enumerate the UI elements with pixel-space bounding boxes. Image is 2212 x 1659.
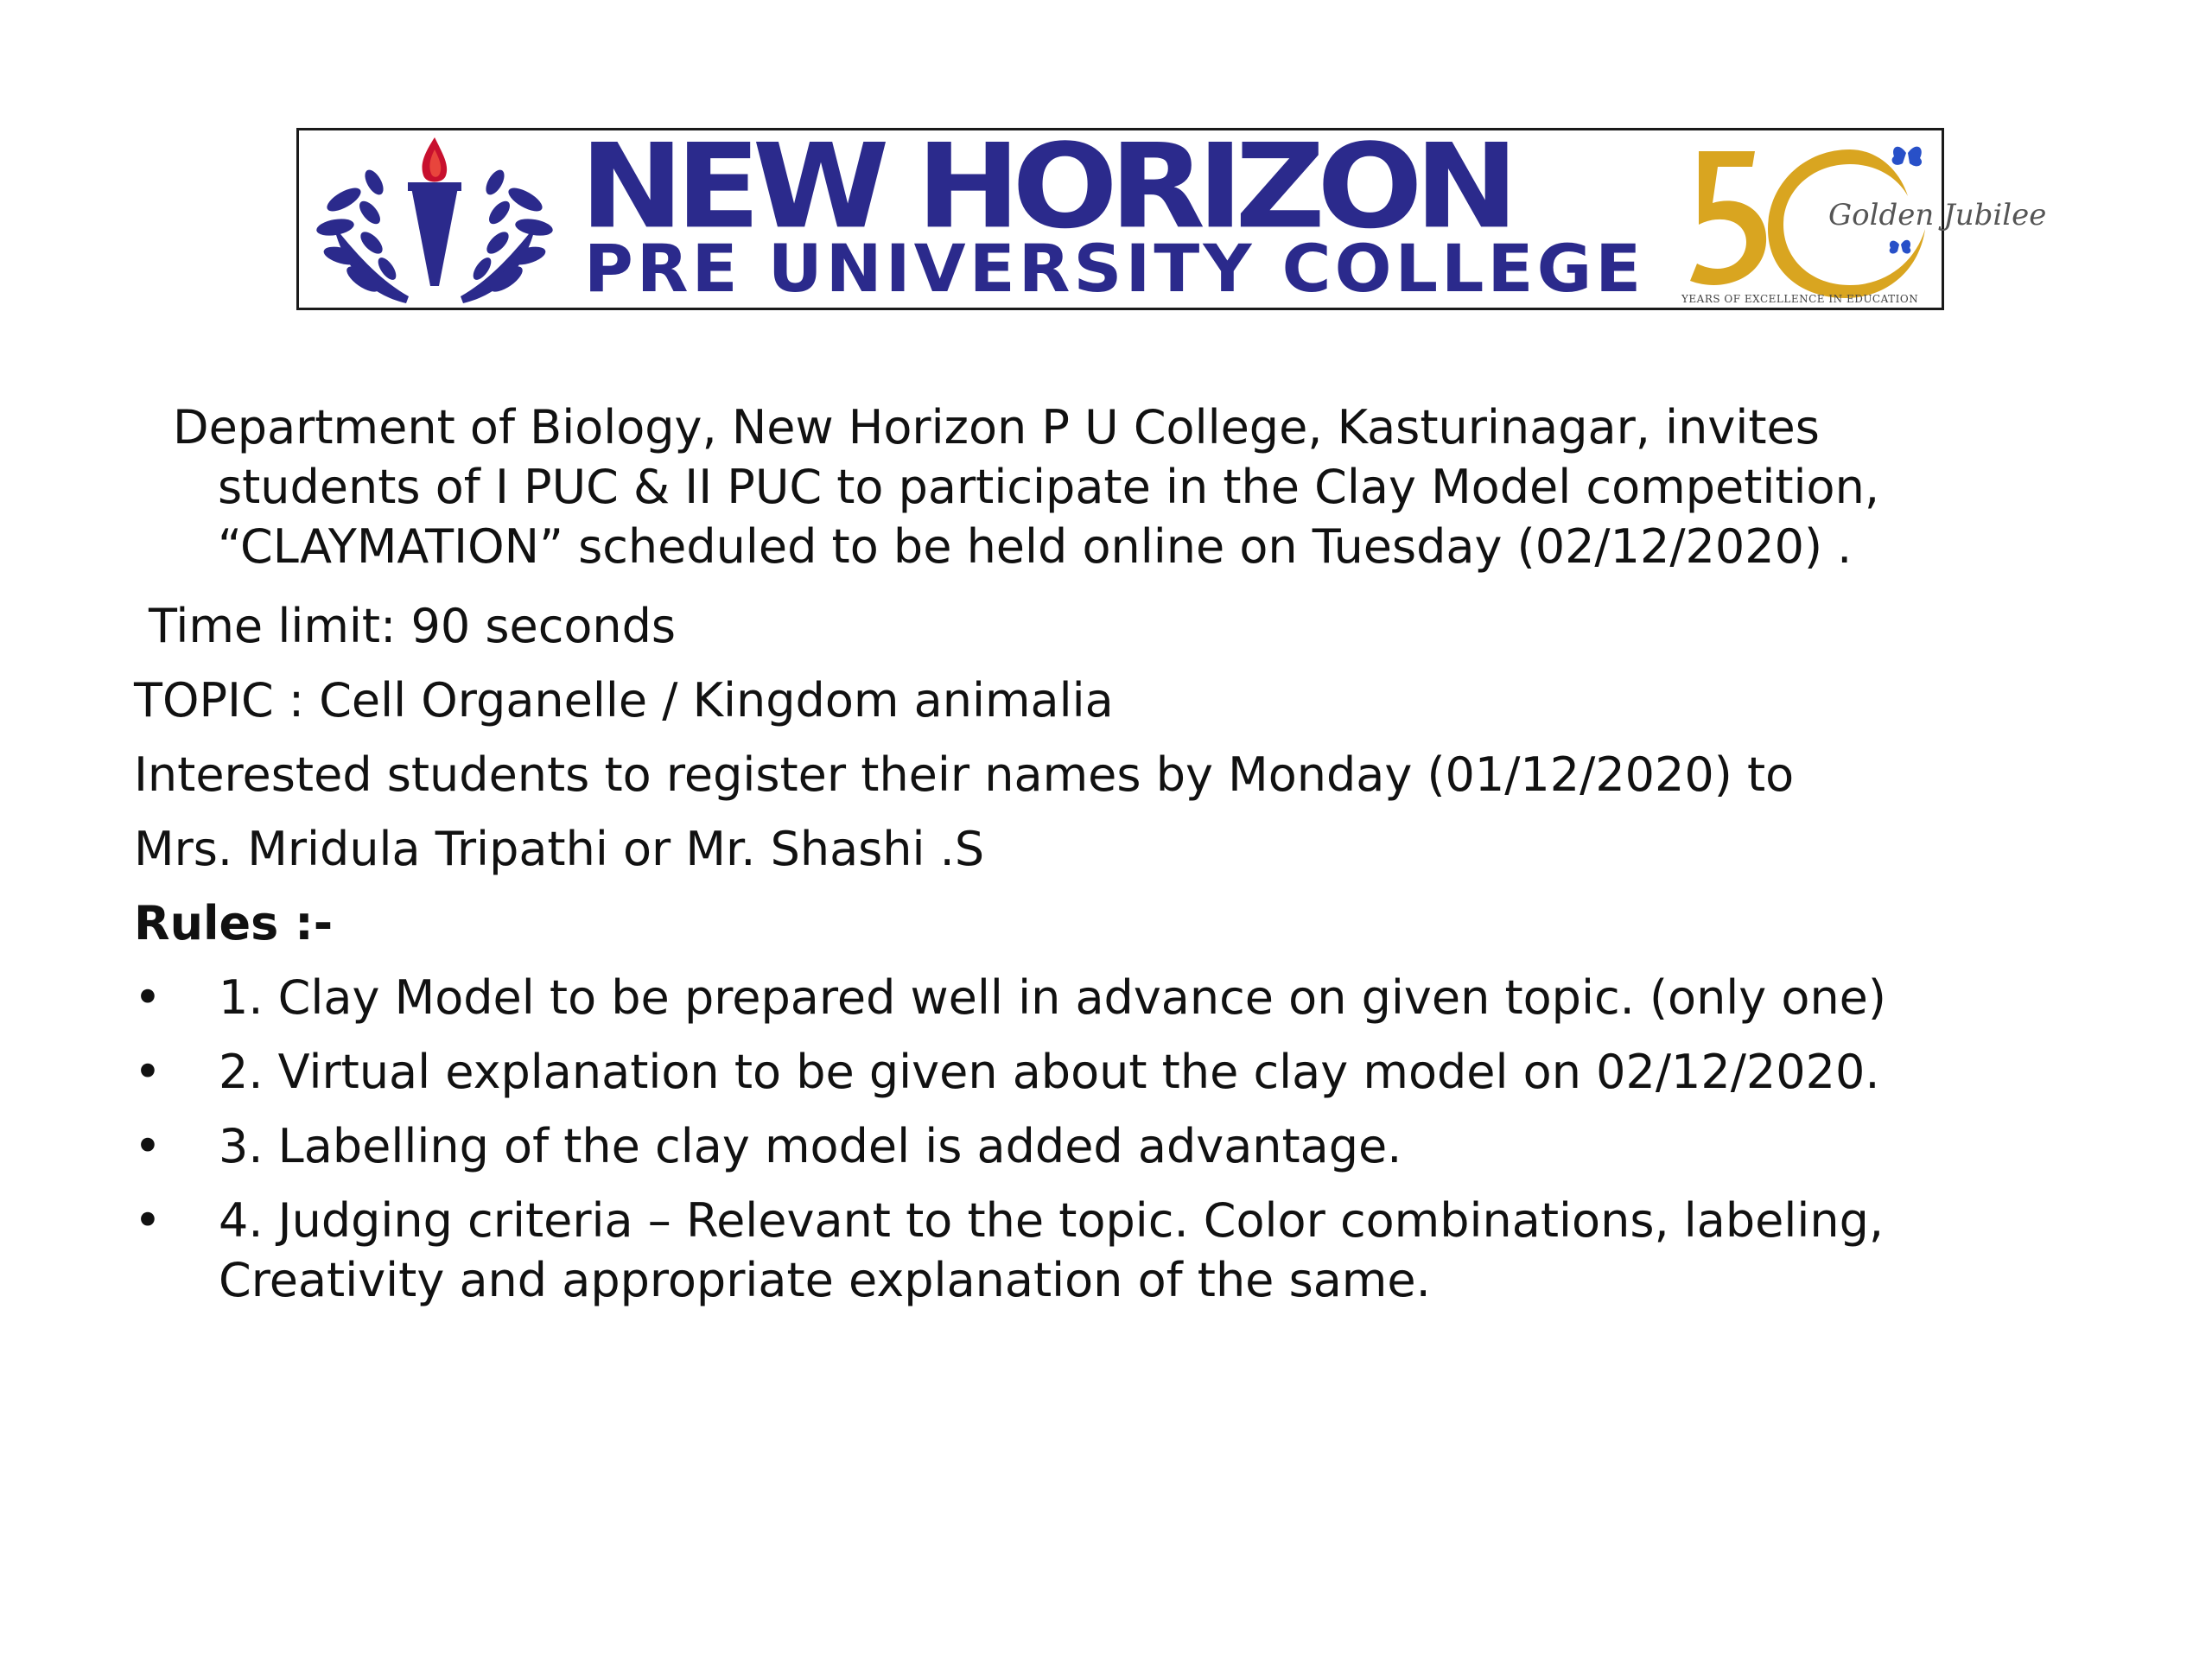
torch-laurel-emblem-icon — [309, 130, 560, 308]
bullet-icon: • — [134, 970, 162, 1025]
bullet-icon: • — [134, 1119, 162, 1173]
golden-jubilee-script: Golden Jubilee — [1828, 198, 2047, 232]
intro-line-2: students of I PUC & II PUC to participate in the Clay Model competition, — [218, 460, 1879, 514]
rule-text-line-2: Creativity and appropriate explanation of the same. — [219, 1253, 1431, 1307]
college-name-line1: NEW HORIZON — [580, 119, 1510, 255]
golden-jubilee-caption: YEARS OF EXCELLENCE IN EDUCATION — [1681, 293, 1919, 305]
college-name-line2: PRE UNIVERSITY COLLEGE — [584, 230, 1645, 307]
rules-title: Rules :- — [134, 896, 334, 950]
rule-text: 3. Labelling of the clay model is added advantage. — [219, 1119, 1402, 1173]
intro-paragraph — [173, 397, 2108, 576]
golden-jubilee-logo-icon — [1673, 134, 2047, 307]
topic: TOPIC : Cell Organelle / Kingdom animalia — [134, 673, 1114, 728]
rule-text: 1. Clay Model to be prepared well in advance on given topic. (only one) — [219, 970, 1886, 1025]
intro-line-3: “CLAYMATION” scheduled to be held online on Tuesday (02/12/2020) . — [218, 519, 1853, 574]
register-line-2: Mrs. Mridula Tripathi or Mr. Shashi .S — [134, 822, 985, 876]
intro-line-1: Department of Biology, New Horizon P U College, Kasturinagar, invites — [173, 400, 1820, 454]
college-banner — [296, 119, 2047, 310]
bullet-icon: • — [134, 1045, 162, 1099]
time-limit: Time limit: 90 seconds — [149, 599, 677, 653]
register-line-1: Interested students to register their names by Monday (01/12/2020) to — [134, 747, 1795, 802]
bullet-icon: • — [134, 1193, 162, 1248]
rule-text-line-1: 4. Judging criteria – Relevant to the topic. Color combinations, labeling, — [219, 1193, 1885, 1248]
rule-text: 2. Virtual explanation to be given about the clay model on 02/12/2020. — [219, 1045, 1880, 1099]
